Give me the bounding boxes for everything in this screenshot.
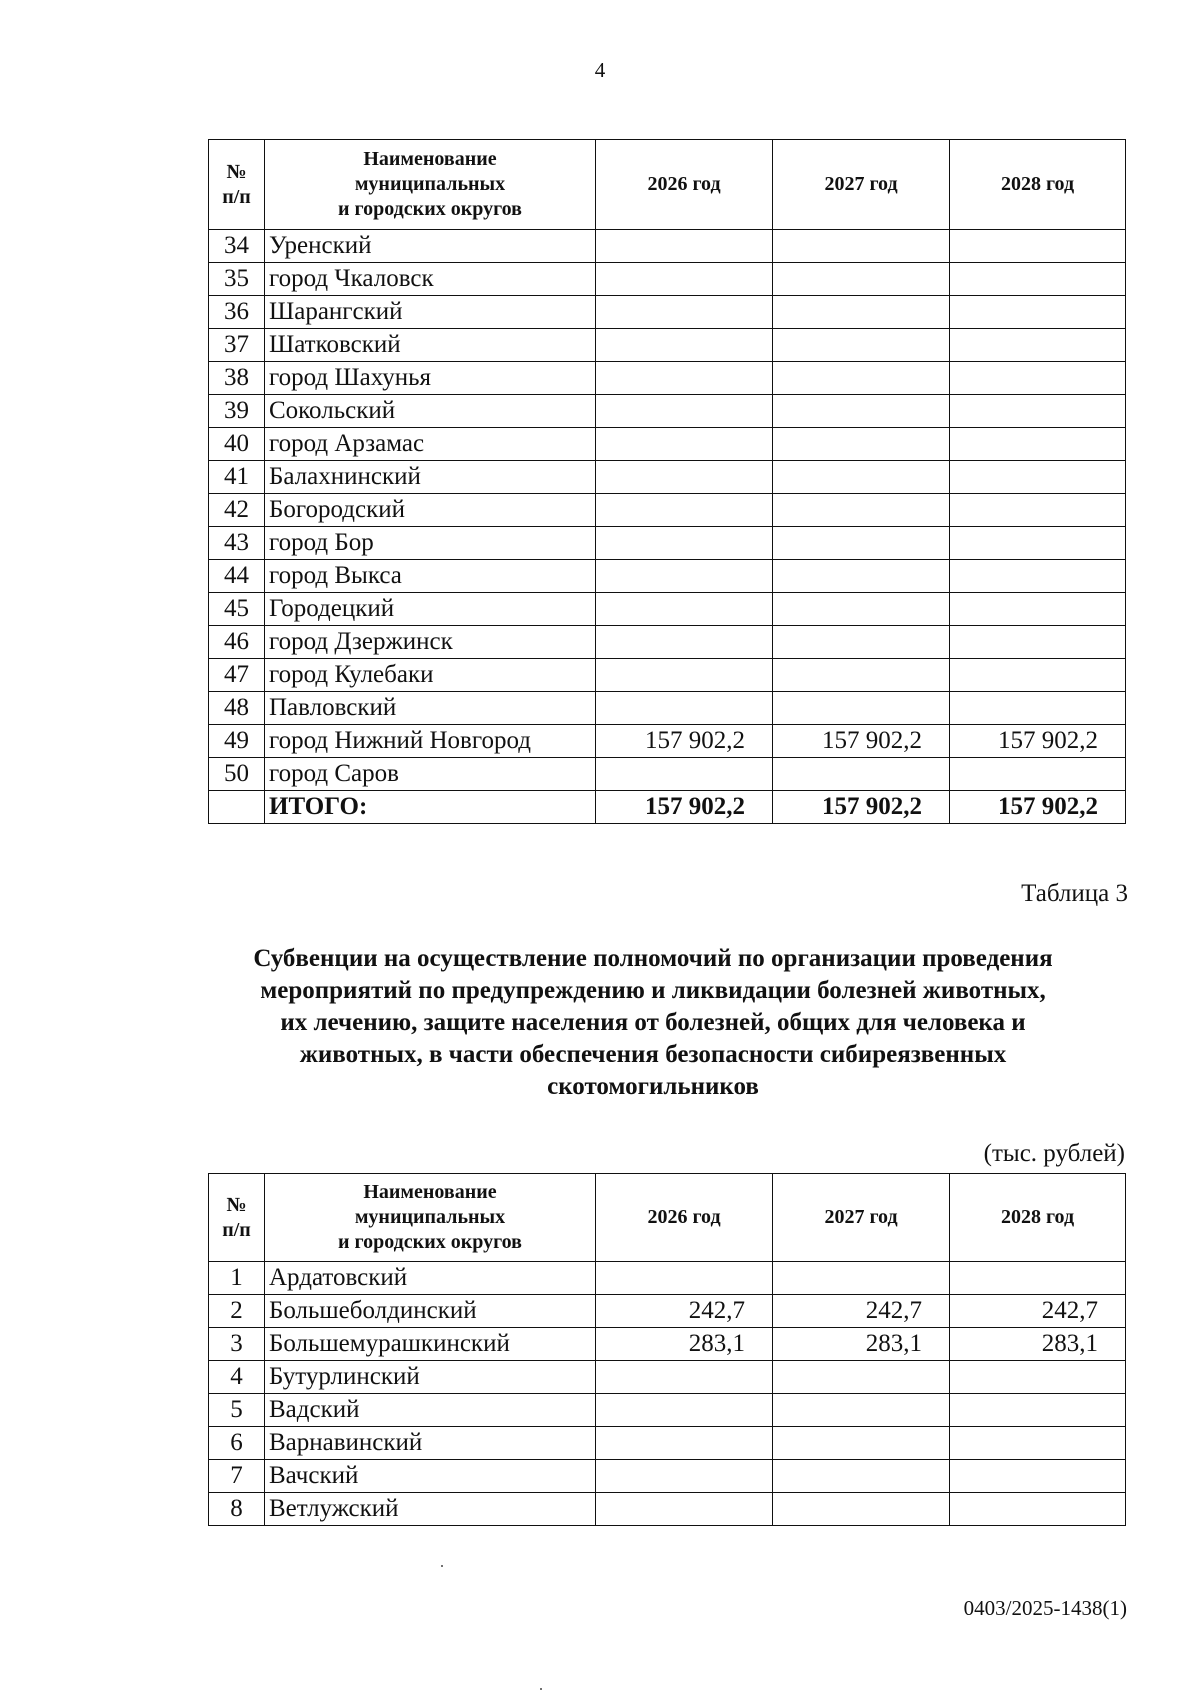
cell-y2028 [950,626,1126,659]
cell-name: Вадский [265,1394,596,1427]
document-code: 0403/2025-1438(1) [963,1596,1127,1620]
table-row [209,1361,1126,1394]
header-2027: 2027 год [773,140,950,230]
cell-y2027 [773,560,950,593]
cell-y2026 [596,593,773,626]
cell-y2027: 157 902,2 [773,791,950,824]
cell-y2026 [596,1427,773,1460]
cell-y2027 [773,296,950,329]
cell-num: 38 [209,362,265,395]
cell-y2027: 157 902,2 [773,725,950,758]
header-name-line-1: Наименование [363,1181,497,1203]
cell-num: 1 [209,1262,265,1295]
cell-name: Большемурашкинский [265,1328,596,1361]
cell-y2027 [773,329,950,362]
cell-num: 44 [209,560,265,593]
cell-y2027: 242,7 [773,1295,950,1328]
cell-y2028 [950,1361,1126,1394]
cell-y2027 [773,461,950,494]
page-number: 4 [594,58,606,82]
cell-num: 5 [209,1394,265,1427]
cell-y2028 [950,395,1126,428]
cell-name: Ардатовский [265,1262,596,1295]
cell-y2026 [596,428,773,461]
table-row [209,1460,1126,1493]
cell-num: 39 [209,395,265,428]
cell-y2028 [950,527,1126,560]
table-row [209,296,1126,329]
cell-y2028: 157 902,2 [950,725,1126,758]
table-row [209,1427,1126,1460]
cell-y2026 [596,230,773,263]
cell-num: 8 [209,1493,265,1526]
cell-y2028 [950,494,1126,527]
cell-y2027 [773,428,950,461]
header-2026: 2026 год [596,1174,773,1262]
cell-name: город Шахунья [265,362,596,395]
cell-y2028: 283,1 [950,1328,1126,1361]
table-3 [208,1173,1126,1526]
cell-y2027 [773,494,950,527]
cell-num: 48 [209,692,265,725]
header-name-line-2: муниципальных [354,173,506,195]
cell-name: Бутурлинский [265,1361,596,1394]
cell-y2026 [596,692,773,725]
cell-y2028 [950,362,1126,395]
header-num-line-2: п/п [222,185,251,208]
table-row [209,692,1126,725]
table-row [209,1394,1126,1427]
cell-num: 35 [209,263,265,296]
cell-name: Богородский [265,494,596,527]
table-header-row [209,1174,1126,1262]
cell-y2026: 283,1 [596,1328,773,1361]
scan-speck [441,1565,443,1567]
cell-y2027 [773,593,950,626]
cell-y2028 [950,593,1126,626]
table-row [209,1262,1126,1295]
header-num [209,1174,265,1262]
cell-name: город Дзержинск [265,626,596,659]
cell-y2027 [773,758,950,791]
cell-name: Шатковский [265,329,596,362]
cell-name: город Саров [265,758,596,791]
cell-num: 37 [209,329,265,362]
scan-speck [540,1688,542,1690]
cell-num: 45 [209,593,265,626]
cell-y2027 [773,659,950,692]
cell-y2028 [950,1262,1126,1295]
header-name-line-2: муниципальных [354,1206,506,1228]
cell-name: Уренский [265,230,596,263]
cell-y2028 [950,758,1126,791]
cell-y2026 [596,1394,773,1427]
cell-y2028 [950,560,1126,593]
cell-num: 42 [209,494,265,527]
table-row [209,527,1126,560]
table-title-line: мероприятий по предупреждению и ликвидации болезней животных, [260,977,1046,1004]
cell-y2028 [950,263,1126,296]
cell-num: 43 [209,527,265,560]
cell-num: 2 [209,1295,265,1328]
cell-y2028 [950,659,1126,692]
cell-y2028 [950,230,1126,263]
cell-y2027 [773,1394,950,1427]
cell-y2028 [950,329,1126,362]
cell-y2027 [773,263,950,296]
header-num-line-1: № [226,160,247,183]
table-title-line: животных, в части обеспечения безопасности сибиреязвенных [299,1041,1007,1068]
table-row [209,1328,1126,1361]
cell-num: 3 [209,1328,265,1361]
cell-y2026 [596,329,773,362]
header-2027: 2027 год [773,1174,950,1262]
table-header-row [209,140,1126,230]
cell-name: город Кулебаки [265,659,596,692]
table-row [209,725,1126,758]
table-row [209,560,1126,593]
cell-y2028: 157 902,2 [950,791,1126,824]
cell-name: Павловский [265,692,596,725]
cell-y2026 [596,1361,773,1394]
cell-y2027 [773,626,950,659]
cell-num: 7 [209,1460,265,1493]
cell-name: город Выкса [265,560,596,593]
header-2026: 2026 год [596,140,773,230]
cell-y2026 [596,1262,773,1295]
table-2-continuation [208,139,1126,824]
cell-name: Вачский [265,1460,596,1493]
header-name [265,1174,596,1262]
cell-name: Шарангский [265,296,596,329]
cell-num: 41 [209,461,265,494]
table-row [209,593,1126,626]
table-row [209,1295,1126,1328]
cell-y2026 [596,263,773,296]
cell-name: город Нижний Новгород [265,725,596,758]
cell-y2028 [950,461,1126,494]
header-2028: 2028 год [950,140,1126,230]
cell-y2027 [773,1361,950,1394]
cell-name: город Арзамас [265,428,596,461]
cell-y2026: 157 902,2 [596,791,773,824]
table-title-line: их лечению, защите населения от болезней, общих для человека и [280,1009,1026,1036]
units-note: (тыс. рублей) [983,1140,1125,1167]
cell-name: ИТОГО: [265,791,596,824]
cell-y2026 [596,1460,773,1493]
cell-y2028 [950,692,1126,725]
cell-y2026 [596,1493,773,1526]
cell-y2026 [596,362,773,395]
cell-y2027: 283,1 [773,1328,950,1361]
cell-num [209,791,265,824]
cell-name: Ветлужский [265,1493,596,1526]
cell-y2026 [596,527,773,560]
table-row [209,395,1126,428]
header-name [265,140,596,230]
cell-num: 34 [209,230,265,263]
cell-y2026 [596,461,773,494]
cell-y2028: 242,7 [950,1295,1126,1328]
cell-y2027 [773,362,950,395]
cell-num: 46 [209,626,265,659]
cell-y2026 [596,626,773,659]
cell-y2028 [950,1427,1126,1460]
cell-name: Сокольский [265,395,596,428]
header-num-line-2: п/п [222,1218,251,1241]
cell-y2026 [596,560,773,593]
cell-y2027 [773,1427,950,1460]
cell-name: Большеболдинский [265,1295,596,1328]
header-name-line-1: Наименование [363,148,497,170]
table-row [209,626,1126,659]
cell-name: город Бор [265,527,596,560]
cell-num: 36 [209,296,265,329]
cell-y2026: 242,7 [596,1295,773,1328]
header-num [209,140,265,230]
cell-y2028 [950,1394,1126,1427]
table-row [209,329,1126,362]
header-name-line-3: и городских округов [338,1231,522,1253]
table-row [209,263,1126,296]
cell-y2026 [596,494,773,527]
table-title [160,943,1146,1103]
cell-y2027 [773,692,950,725]
table-row [209,230,1126,263]
table-row [209,494,1126,527]
cell-y2026: 157 902,2 [596,725,773,758]
header-name-line-3: и городских округов [338,198,522,220]
cell-y2028 [950,428,1126,461]
cell-num: 50 [209,758,265,791]
total-row [209,791,1126,824]
table-row [209,362,1126,395]
cell-name: Варнавинский [265,1427,596,1460]
cell-num: 47 [209,659,265,692]
header-num-line-1: № [226,1193,247,1216]
cell-y2028 [950,296,1126,329]
cell-y2028 [950,1493,1126,1526]
cell-y2027 [773,1262,950,1295]
cell-num: 49 [209,725,265,758]
cell-y2026 [596,758,773,791]
table-title-line: скотомогильников [547,1073,759,1100]
table-row [209,758,1126,791]
cell-num: 40 [209,428,265,461]
cell-y2026 [596,659,773,692]
cell-name: Балахнинский [265,461,596,494]
header-2028: 2028 год [950,1174,1126,1262]
table-row [209,428,1126,461]
cell-y2027 [773,1460,950,1493]
table-title-line: Субвенции на осуществление полномочий по организации проведения [253,945,1053,972]
cell-num: 6 [209,1427,265,1460]
table-row [209,461,1126,494]
cell-y2027 [773,527,950,560]
table-row [209,659,1126,692]
table-row [209,1493,1126,1526]
cell-y2028 [950,1460,1126,1493]
cell-num: 4 [209,1361,265,1394]
cell-name: город Чкаловск [265,263,596,296]
cell-name: Городецкий [265,593,596,626]
cell-y2026 [596,296,773,329]
cell-y2027 [773,230,950,263]
table-label: Таблица 3 [1021,880,1128,907]
cell-y2026 [596,395,773,428]
cell-y2027 [773,395,950,428]
cell-y2027 [773,1493,950,1526]
